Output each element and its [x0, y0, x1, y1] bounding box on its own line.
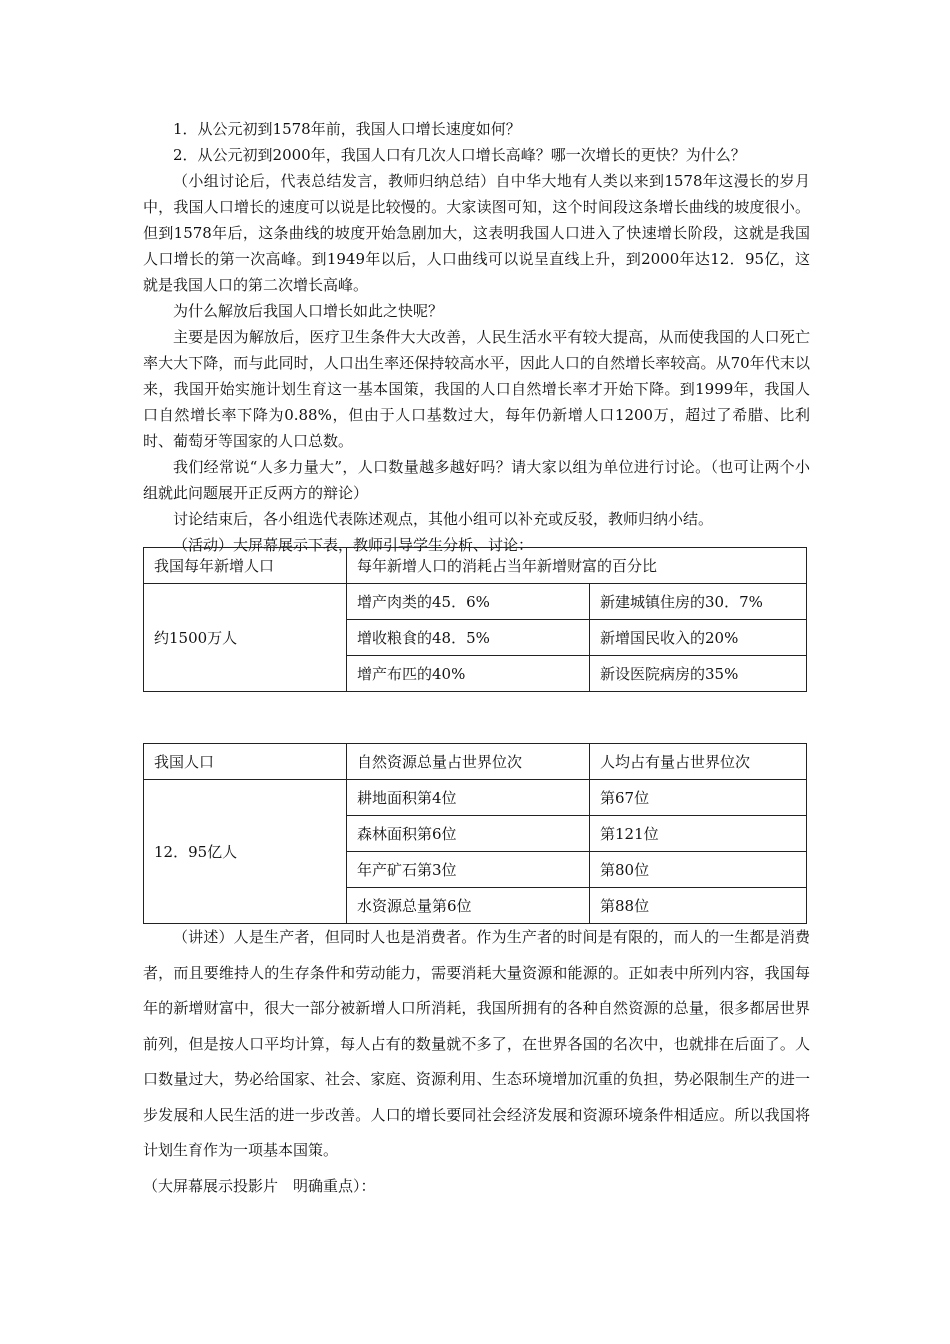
table-cell: 第67位 — [590, 780, 807, 816]
question-2: 2．从公元初到2000年，我国人口有几次人口增长高峰？哪一次增长的更快？为什么？ — [173, 146, 746, 164]
table-row — [144, 744, 807, 780]
table-header-cell: 人均占有量占世界位次 — [590, 744, 807, 780]
table-cell-population: 约1500万人 — [144, 584, 347, 692]
table-row — [144, 780, 807, 816]
paragraph-conclusion: 讨论结束后，各小组选代表陈述观点，其他小组可以补充或反驳，教师归纳小结。 — [173, 510, 714, 528]
table-header-cell: 每年新增人口的消耗占当年新增财富的百分比 — [347, 548, 807, 584]
table-row — [144, 584, 807, 620]
table-cell: 增收粮食的48．5% — [347, 620, 590, 656]
table-cell: 新增国民收入的20% — [590, 620, 807, 656]
question-1: 1．从公元初到1578年前，我国人口增长速度如何？ — [173, 120, 521, 138]
paragraph-reason: 主要是因为解放后，医疗卫生条件大大改善，人民生活水平有较大提高，从而使我国的人口死亡率大大下降，而与此同时，人口出生率还保持较高水平，因此人口的自然增长率较高。从70年代末以来，我国开始实施计划生育这一基本国策，我国的人口自然增长率才开始下降。到1999年，我国人口自然增长率下降为0.88%，但由于人口基数过大，每年仍新增人口1200万，超过了希腊、比利时、葡萄牙等国家的人口总数。 — [143, 328, 810, 450]
table-header-cell: 我国每年新增人口 — [144, 548, 347, 584]
table-cell: 年产矿石第3位 — [347, 852, 590, 888]
table-row — [144, 548, 807, 584]
table-new-population-consumption — [143, 547, 807, 692]
table-cell: 耕地面积第4位 — [347, 780, 590, 816]
text-section-2 — [143, 920, 810, 1204]
paragraph-lecture: （讲述）人是生产者，但同时人也是消费者。作为生产者的时间是有限的，而人的一生都是消费者，而且要维持人的生存条件和劳动能力，需要消耗大量资源和能源的。正如表中所列内容，我国每年的新增财富中，很大一部分被新增人口所消耗，我国所拥有的各种自然资源的总量，很多都居世界前列，但是按人口平均计算，每人占有的数量就不多了，在世界各国的名次中，也就排在后面了。人口数量过大，势必给国家、社会、家庭、资源利用、生态环境增加沉重的负担，势必限制生产的进一步发展和人民生活的进一步改善。人口的增长要同社会经济发展和资源环境条件相适应。所以我国将计划生育作为一项基本国策。 — [143, 928, 810, 1159]
question-3: 为什么解放后我国人口增长如此之快呢？ — [173, 302, 444, 320]
paragraph-discussion-summary: （小组讨论后，代表总结发言，教师归纳总结）自中华大地有人类以来到1578年这漫长的岁月中，我国人口增长的速度可以说是比较慢的。大家读图可知，这个时间段这条增长曲线的坡度很小。但到1578年后，这条曲线的坡度开始急剧加大，这表明我国人口进入了快速增长阶段，这就是我国人口增长的第一次高峰。到1949年以后，人口曲线可以说呈直线上升，到2000年达12．95亿，这就是我国人口的第二次增长高峰。 — [143, 172, 810, 294]
table-cell: 水资源总量第6位 — [347, 888, 590, 924]
table-cell: 森林面积第6位 — [347, 816, 590, 852]
table-cell: 增产布匹的40% — [347, 656, 590, 692]
table-cell: 第121位 — [590, 816, 807, 852]
table-cell: 新设医院病房的35% — [590, 656, 807, 692]
table-header-cell: 我国人口 — [144, 744, 347, 780]
text-section-1 — [143, 116, 810, 558]
table-cell: 新建城镇住房的30．7% — [590, 584, 807, 620]
table-cell: 第80位 — [590, 852, 807, 888]
table-header-cell: 自然资源总量占世界位次 — [347, 744, 590, 780]
paragraph-activity: （活动）大屏幕展示下表，教师引导学生分析、讨论： — [173, 536, 534, 554]
table-cell: 增产肉类的45．6% — [347, 584, 590, 620]
paragraph-projection: （大屏幕展示投影片 明确重点）： — [143, 1176, 376, 1195]
table-cell: 第88位 — [590, 888, 807, 924]
table-resource-ranking — [143, 743, 807, 924]
paragraph-debate: 我们经常说“人多力量大”，人口数量越多越好吗？请大家以组为单位进行讨论。（也可让两个小组就此问题展开正反两方的辩论） — [143, 458, 810, 502]
table-cell-population: 12．95亿人 — [144, 780, 347, 924]
